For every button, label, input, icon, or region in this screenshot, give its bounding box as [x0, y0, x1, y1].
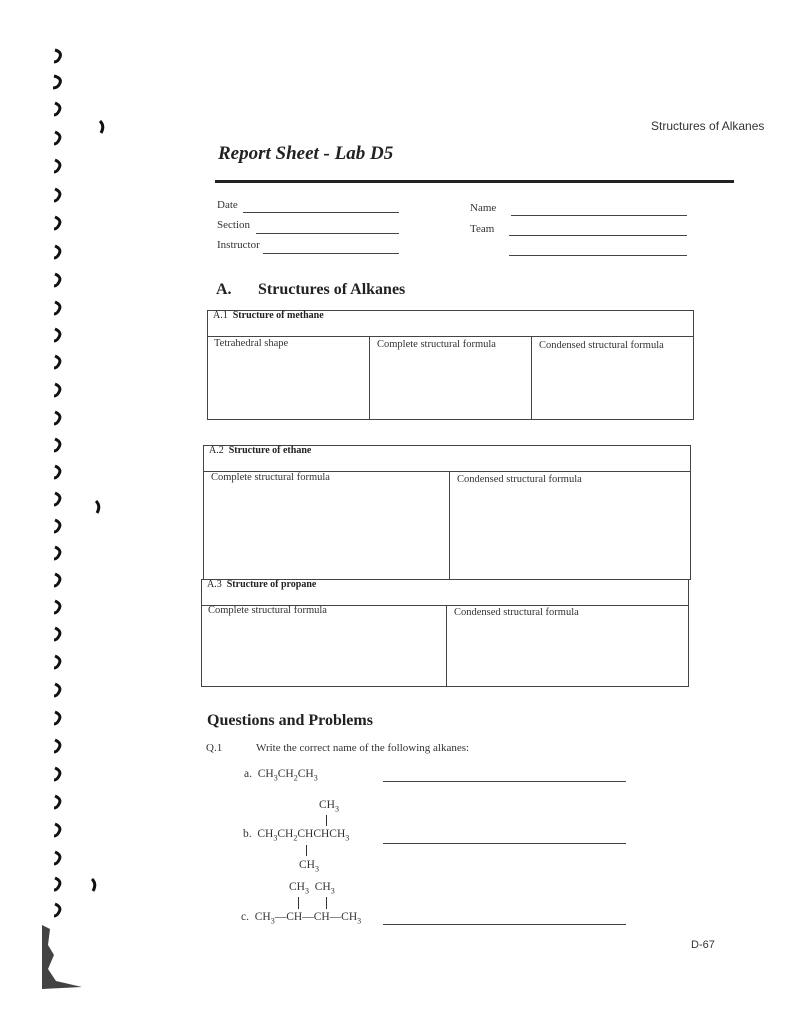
- table-title: Structure of propane: [226, 579, 317, 590]
- table-number: A.1: [213, 310, 228, 321]
- questions-heading: Questions and Problems: [207, 712, 373, 729]
- page-title: Report Sheet - Lab D5: [218, 143, 394, 164]
- formula-b: b. $CH_3CH_2CHCHCH_3$: [243, 828, 350, 843]
- binding-hole-icon: [50, 491, 64, 507]
- binding-edge-shadow: [38, 925, 82, 989]
- table-divider: [207, 336, 694, 337]
- scan-mark-icon: [94, 500, 102, 514]
- ethane-col-condensed: Condensed structural formula: [457, 474, 582, 485]
- binding-hole-icon: [50, 187, 64, 203]
- table-divider: [369, 336, 370, 420]
- binding-hole-icon: [50, 101, 64, 117]
- answer-c-field[interactable]: [383, 924, 626, 925]
- bond-line: [326, 815, 327, 826]
- section-a-letter: A.: [216, 281, 232, 298]
- binding-hole-icon: [50, 272, 64, 288]
- table-number: A.3: [207, 579, 222, 590]
- methane-table: [207, 310, 694, 420]
- formula-b-substituent-bottom: $CH_3$: [299, 859, 319, 874]
- binding-hole-icon: [50, 518, 64, 534]
- binding-hole-icon: [50, 464, 64, 480]
- table-number: A.2: [209, 445, 224, 456]
- table-divider: [531, 336, 532, 420]
- formula-a: a. $CH_3CH_2CH_3$: [244, 768, 318, 783]
- binding-hole-icon: [50, 794, 64, 810]
- propane-col-condensed: Condensed structural formula: [454, 607, 579, 618]
- formula-c: c. $CH_3—CH—CH—CH_3$: [241, 911, 362, 926]
- answer-a-field[interactable]: [383, 781, 626, 782]
- question-number: Q.1: [206, 742, 223, 754]
- table-title: Structure of ethane: [228, 445, 312, 456]
- propane-table: [201, 579, 689, 687]
- item-label: a.: [244, 768, 252, 780]
- date-field[interactable]: [243, 212, 399, 213]
- binding-hole-icon: [50, 545, 64, 561]
- section-a-title: Structures of Alkanes: [258, 281, 406, 298]
- item-label: c.: [241, 911, 249, 923]
- table-divider: [449, 471, 450, 580]
- ethane-col-complete: Complete structural formula: [211, 472, 330, 483]
- binding-hole-icon: [50, 822, 64, 838]
- methane-table-title: [213, 310, 324, 321]
- binding-hole-icon: [50, 74, 64, 90]
- binding-hole-icon: [50, 626, 64, 642]
- name-field[interactable]: [511, 215, 687, 216]
- binding-hole-icon: [50, 654, 64, 670]
- bond-line: [306, 845, 307, 856]
- scan-mark-icon: [98, 120, 106, 134]
- binding-hole-icon: [50, 850, 64, 866]
- title-divider: [215, 180, 734, 183]
- section-field[interactable]: [256, 233, 399, 234]
- binding-hole-icon: [50, 599, 64, 615]
- binding-hole-icon: [50, 158, 64, 174]
- binding-hole-icon: [50, 300, 64, 316]
- propane-table-title: [207, 579, 316, 590]
- binding-hole-icon: [50, 572, 64, 588]
- binding-hole-icon: [50, 876, 64, 892]
- page-number: D-67: [691, 939, 715, 951]
- binding-hole-icon: [50, 354, 64, 370]
- ethane-table-title: [209, 445, 311, 456]
- binding-hole-icon: [50, 327, 64, 343]
- binding-hole-icon: [50, 244, 64, 260]
- running-head: Structures of Alkanes: [651, 119, 765, 133]
- date-label: Date: [217, 199, 238, 211]
- binding-hole-icon: [50, 437, 64, 453]
- instructor-label: Instructor: [217, 239, 260, 251]
- section-label: Section: [217, 219, 250, 231]
- table-title: Structure of methane: [232, 310, 324, 321]
- binding-hole-icon: [50, 738, 64, 754]
- question-1: [206, 742, 469, 754]
- propane-col-complete: Complete structural formula: [208, 605, 327, 616]
- team-field[interactable]: [509, 235, 687, 236]
- bond-line: [326, 897, 327, 909]
- formula-c-substituents: $CH_3$ $CH_3$: [289, 881, 335, 896]
- binding-hole-icon: [50, 215, 64, 231]
- team-field-2[interactable]: [509, 255, 687, 256]
- answer-b-field[interactable]: [383, 843, 626, 844]
- table-divider: [446, 605, 447, 687]
- methane-col-complete: Complete structural formula: [377, 339, 496, 350]
- team-label: Team: [470, 223, 495, 235]
- bond-line: [298, 897, 299, 909]
- binding-hole-icon: [50, 130, 64, 146]
- name-label: Name: [470, 202, 497, 214]
- instructor-field[interactable]: [263, 253, 399, 254]
- ethane-table: [203, 445, 691, 580]
- formula-b-substituent-top: $CH_3$: [319, 799, 339, 814]
- question-text: Write the correct name of the following alkanes:: [256, 742, 470, 754]
- binding-hole-icon: [50, 410, 64, 426]
- binding-hole-icon: [50, 710, 64, 726]
- scan-mark-icon: [90, 878, 98, 892]
- binding-hole-icon: [50, 682, 64, 698]
- methane-col-tetrahedral: Tetrahedral shape: [214, 338, 289, 349]
- binding-hole-icon: [50, 902, 64, 918]
- section-a-heading: [216, 281, 405, 299]
- binding-hole-icon: [50, 48, 64, 64]
- binding-hole-icon: [50, 382, 64, 398]
- item-label: b.: [243, 828, 252, 840]
- binding-hole-icon: [50, 766, 64, 782]
- methane-col-condensed: Condensed structural formula: [539, 340, 664, 351]
